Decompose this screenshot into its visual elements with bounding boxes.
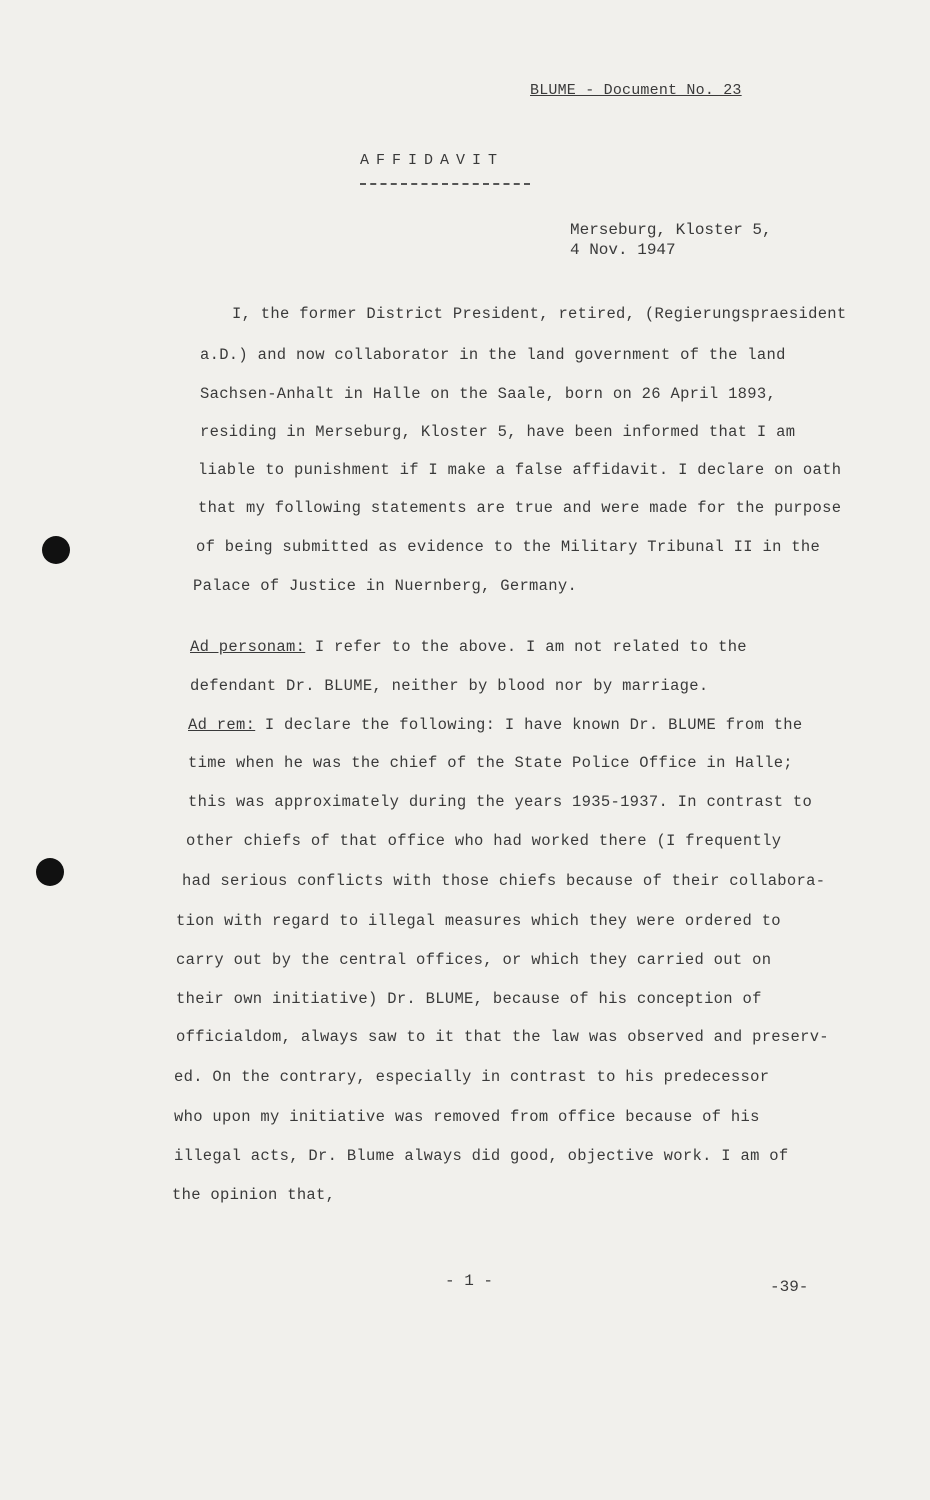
place-line: Merseburg, Kloster 5, (570, 221, 772, 239)
para-line: Palace of Justice in Nuernberg, Germany. (193, 577, 578, 595)
para-line: their own initiative) Dr. BLUME, because of his conception of (176, 990, 762, 1008)
para-line: who upon my initiative was removed from office because of his (174, 1108, 760, 1126)
ad-rem-text: I declare the following: I have known Dr. BLUME from the (264, 716, 803, 734)
folio-number: -39- (770, 1278, 809, 1296)
para-line: that my following statements are true and were made for the purpose (198, 499, 842, 517)
para-line: other chiefs of that office who had worked there (I frequently (186, 832, 782, 850)
ad-rem-line (188, 716, 803, 734)
punch-hole (42, 536, 70, 564)
page-number: - 1 - (445, 1272, 494, 1290)
para-line: a.D.) and now collaborator in the land government of the land (200, 346, 786, 364)
ad-personam-text: I refer to the above. I am not related to the (314, 638, 747, 656)
ad-personam-label: Ad personam: (190, 638, 306, 656)
place-date-block (570, 220, 772, 260)
ad-rem-label: Ad rem: (188, 716, 256, 734)
ad-personam-line (190, 638, 747, 656)
para-line: I, the former District President, retired, (Regierungspraesident (232, 305, 847, 323)
para-line: had serious conflicts with those chiefs because of their collabora- (182, 872, 826, 890)
document-reference: BLUME - Document No. 23 (530, 82, 742, 99)
para-line: officialdom, always saw to it that the law was observed and preserv- (176, 1028, 829, 1046)
para-line: the opinion that, (172, 1186, 336, 1204)
punch-hole (36, 858, 64, 886)
para-line: residing in Merseburg, Kloster 5, have been informed that I am (200, 423, 796, 441)
para-line: tion with regard to illegal measures which they were ordered to (176, 912, 781, 930)
para-line: Sachsen-Anhalt in Halle on the Saale, born on 26 April 1893, (200, 385, 777, 403)
document-title: AFFIDAVIT (360, 152, 505, 169)
para-line: defendant Dr. BLUME, neither by blood nor by marriage. (190, 677, 709, 695)
para-line: of being submitted as evidence to the Military Tribunal II in the (196, 538, 821, 556)
para-line: liable to punishment if I make a false affidavit. I declare on oath (198, 461, 842, 479)
para-line: carry out by the central offices, or which they carried out on (176, 951, 772, 969)
para-line: illegal acts, Dr. Blume always did good, objective work. I am of (174, 1147, 789, 1165)
para-line: time when he was the chief of the State Police Office in Halle; (188, 754, 793, 772)
para-line: ed. On the contrary, especially in contrast to his predecessor (174, 1068, 770, 1086)
date-line: 4 Nov. 1947 (570, 241, 676, 259)
title-underline (360, 183, 530, 185)
para-line: this was approximately during the years 1935-1937. In contrast to (188, 793, 813, 811)
